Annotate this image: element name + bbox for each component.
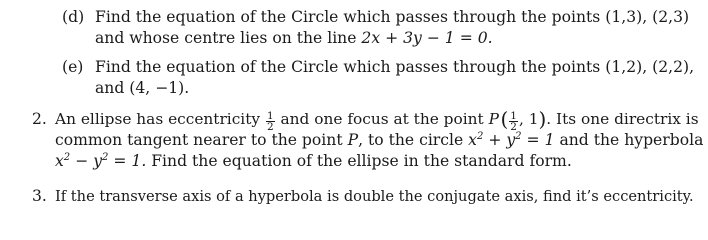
q2-text-l2a: common tangent nearer to the point <box>55 131 348 149</box>
item-e-line-1: Find the equation of the Circle which passes through the points (1,2), (2,2), <box>95 58 695 76</box>
q2-text-a: An ellipse has eccentricity <box>55 110 261 128</box>
question-3-text <box>55 186 704 207</box>
fraction-denominator: 2 <box>266 121 274 133</box>
question-number-2: 2. <box>32 110 47 128</box>
item-e-line-2: and (4, −1). <box>95 79 190 97</box>
fraction-numerator: 1 <box>266 110 274 122</box>
item-d-line-1: Find the equation of the Circle which passes through the points (1,3), (2,3) <box>95 8 690 26</box>
open-paren: ( <box>500 107 509 131</box>
line-equation: 2x + 3y − 1 = 0. <box>361 29 493 47</box>
fraction-denominator: 2 <box>510 121 517 133</box>
q2-text-b: and one focus at the point <box>280 110 484 128</box>
close-paren: ) <box>538 107 547 131</box>
q2-text-l2c: and the hyperbola <box>554 131 704 149</box>
item-label-e: (e) <box>62 58 84 76</box>
q2-text-d: . Its one directrix is <box>546 110 699 128</box>
item-label-d: (d) <box>62 8 85 26</box>
question-2-line-2 <box>55 130 704 151</box>
q2-text-l2b: , to the circle <box>358 131 469 149</box>
item-text-d <box>95 7 702 49</box>
item-text-e <box>95 57 702 99</box>
item-d-line-2 <box>95 28 702 49</box>
item-d-line-2-text: and whose centre lies on the line <box>95 29 362 47</box>
question-2-line-3 <box>55 151 704 172</box>
question-2-line-1 <box>55 107 704 133</box>
question-number-3: 3. <box>32 187 47 205</box>
point-label: P <box>488 110 499 128</box>
hyperbola-equation: $x^2 - y^2 = 1$. <box>55 152 147 170</box>
fraction-numerator: 1 <box>510 110 517 122</box>
eccentricity-fraction <box>266 111 275 132</box>
point-x-fraction <box>509 111 518 132</box>
question-2-text <box>55 109 704 172</box>
q2-text-l3b: Find the equation of the ellipse in the standard form. <box>146 152 572 170</box>
point-y: , 1 <box>518 110 539 128</box>
point-label: P <box>347 131 359 149</box>
circle-equation: $x^2 + y^2 = 1$ <box>468 131 555 149</box>
question-3-line-1: If the transverse axis of a hyperbola is double the conjugate axis, find it’s eccentricity. <box>55 188 694 205</box>
